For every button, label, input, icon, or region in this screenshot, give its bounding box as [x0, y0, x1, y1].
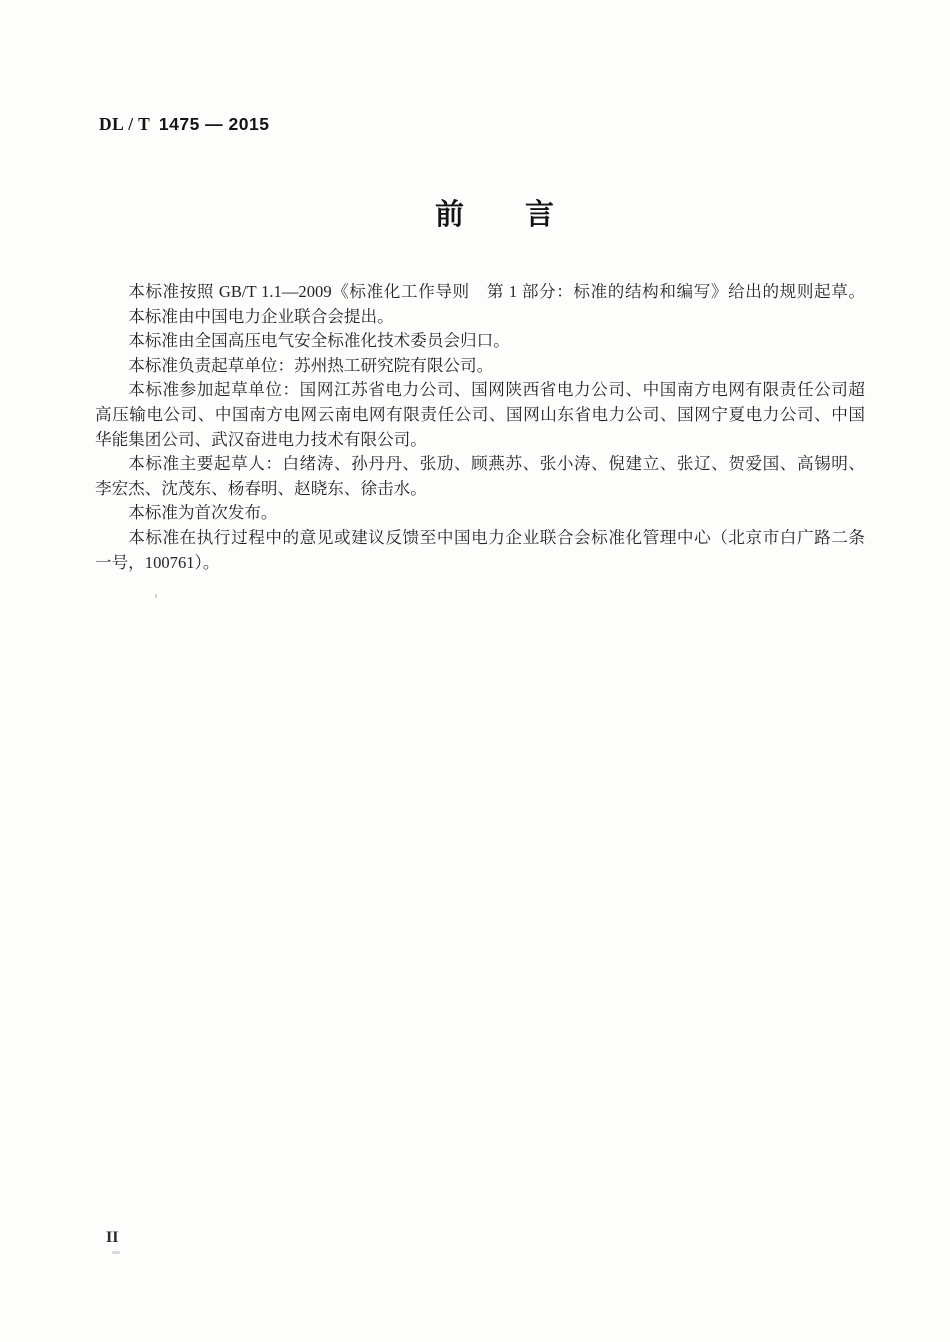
- foreword-line: 本标准按照 GB/T 1.1—2009《标准化工作导则 第 1 部分：标准的结构和编写》给出的规则起草。: [128, 282, 865, 301]
- foreword-line: 高压输电公司、中国南方电网云南电网有限责任公司、国网山东省电力公司、国网宁夏电力公司、中国: [95, 404, 865, 424]
- foreword-paragraph: [95, 305, 865, 330]
- foreword-line: 本标准在执行过程中的意见或建议反馈至中国电力企业联合会标准化管理中心（北京市白广路二条: [128, 527, 865, 547]
- scan-speck: [112, 1251, 120, 1254]
- standard-number-header: [99, 114, 269, 135]
- foreword-line: 李宏杰、沈茂东、杨春明、赵晓东、徐击水。: [95, 478, 427, 498]
- foreword-line: 华能集团公司、武汉奋进电力技术有限公司。: [95, 429, 427, 449]
- foreword-line: 本标准主要起草人：白绪涛、孙丹丹、张劢、顾燕苏、张小涛、倪建立、张辽、贺爱国、高锡明、: [128, 454, 865, 474]
- scan-speck: [155, 594, 157, 598]
- foreword-paragraph: [95, 378, 865, 452]
- foreword-paragraph: [95, 354, 865, 379]
- foreword-line: 一号，100761）。: [95, 552, 220, 572]
- foreword-paragraph: [95, 329, 865, 354]
- foreword-line: 本标准参加起草单位：国网江苏省电力公司、国网陕西省电力公司、中国南方电网有限责任公司超: [128, 380, 865, 400]
- foreword-paragraph: [95, 501, 865, 526]
- foreword-body: [95, 280, 865, 575]
- standard-code: DL / T: [99, 114, 150, 134]
- foreword-line: 本标准为首次发布。: [128, 503, 278, 523]
- foreword-paragraph: [95, 280, 865, 305]
- foreword-title: 前 言: [434, 199, 555, 231]
- foreword-line: 本标准由中国电力企业联合会提出。: [128, 306, 394, 326]
- foreword-line: 本标准负责起草单位：苏州热工研究院有限公司。: [128, 355, 494, 375]
- page-number: II: [106, 1229, 119, 1246]
- foreword-paragraph: [95, 526, 865, 575]
- foreword-line: 本标准由全国高压电气安全标准化技术委员会归口。: [128, 331, 510, 351]
- foreword-paragraph: [95, 452, 865, 501]
- standard-number: 1475 — 2015: [158, 114, 270, 134]
